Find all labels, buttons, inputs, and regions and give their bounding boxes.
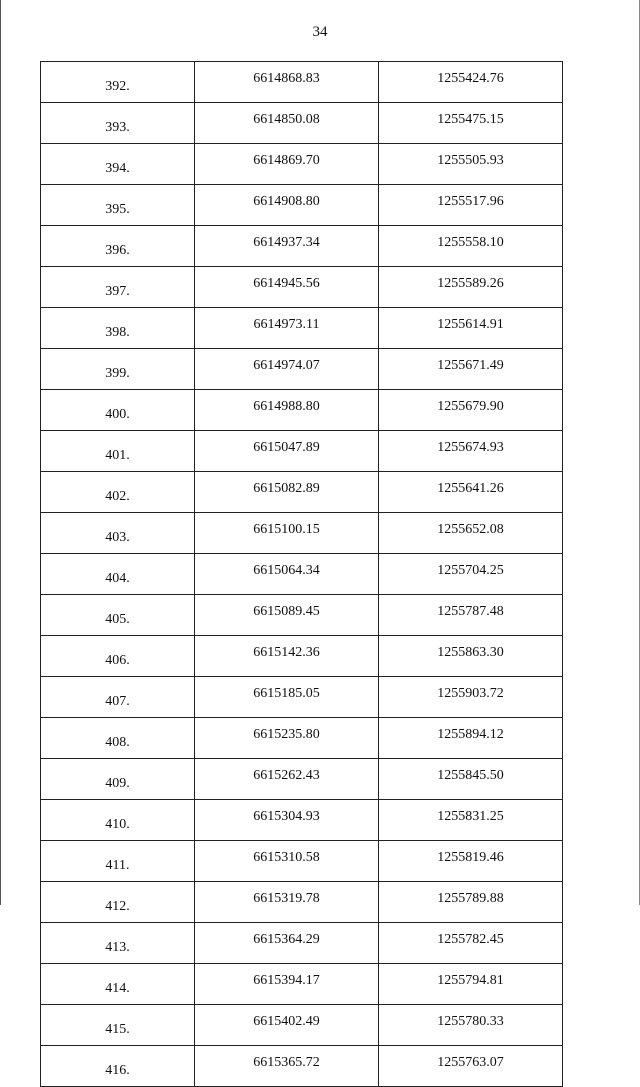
x-coordinate-cell: 6614868.83 (195, 62, 379, 103)
y-coordinate-cell: 1255475.15 (379, 103, 563, 144)
x-coordinate-cell: 6614973.11 (195, 308, 379, 349)
table-row (41, 636, 563, 677)
y-coordinate-cell: 1255558.10 (379, 226, 563, 267)
x-coordinate-cell: 6615089.45 (195, 595, 379, 636)
table-row (41, 185, 563, 226)
y-coordinate-cell: 1255517.96 (379, 185, 563, 226)
y-coordinate-cell: 1255589.26 (379, 267, 563, 308)
y-coordinate-cell: 1255704.25 (379, 554, 563, 595)
point-number-cell: 396. (41, 226, 195, 267)
table-row (41, 226, 563, 267)
point-number-cell: 408. (41, 718, 195, 759)
table-row (41, 513, 563, 554)
y-coordinate-cell: 1255845.50 (379, 759, 563, 800)
x-coordinate-cell: 6615100.15 (195, 513, 379, 554)
point-number-cell: 406. (41, 636, 195, 677)
x-coordinate-cell: 6615304.93 (195, 800, 379, 841)
table-row (41, 882, 563, 923)
y-coordinate-cell: 1255679.90 (379, 390, 563, 431)
table-row (41, 472, 563, 513)
x-coordinate-cell: 6614937.34 (195, 226, 379, 267)
x-coordinate-cell: 6614988.80 (195, 390, 379, 431)
point-number-cell: 413. (41, 923, 195, 964)
point-number-cell: 410. (41, 800, 195, 841)
x-coordinate-cell: 6615364.29 (195, 923, 379, 964)
y-coordinate-cell: 1255863.30 (379, 636, 563, 677)
table-row (41, 554, 563, 595)
point-number-cell: 416. (41, 1046, 195, 1087)
table-row (41, 1046, 563, 1087)
table-row (41, 759, 563, 800)
y-coordinate-cell: 1255819.46 (379, 841, 563, 882)
y-coordinate-cell: 1255789.88 (379, 882, 563, 923)
y-coordinate-cell: 1255671.49 (379, 349, 563, 390)
table-row (41, 800, 563, 841)
y-coordinate-cell: 1255894.12 (379, 718, 563, 759)
table-row (41, 841, 563, 882)
point-number-cell: 405. (41, 595, 195, 636)
point-number-cell: 407. (41, 677, 195, 718)
point-number-cell: 412. (41, 882, 195, 923)
point-number-cell: 411. (41, 841, 195, 882)
y-coordinate-cell: 1255782.45 (379, 923, 563, 964)
point-number-cell: 400. (41, 390, 195, 431)
point-number-cell: 401. (41, 431, 195, 472)
x-coordinate-cell: 6615047.89 (195, 431, 379, 472)
y-coordinate-cell: 1255424.76 (379, 62, 563, 103)
table-row (41, 144, 563, 185)
point-number-cell: 392. (41, 62, 195, 103)
table-row (41, 923, 563, 964)
x-coordinate-cell: 6615319.78 (195, 882, 379, 923)
x-coordinate-cell: 6615064.34 (195, 554, 379, 595)
x-coordinate-cell: 6615262.43 (195, 759, 379, 800)
x-coordinate-cell: 6614974.07 (195, 349, 379, 390)
table-row (41, 964, 563, 1005)
table-row (41, 431, 563, 472)
y-coordinate-cell: 1255780.33 (379, 1005, 563, 1046)
table-row (41, 267, 563, 308)
table-row (41, 349, 563, 390)
page-number: 34 (312, 24, 328, 40)
x-coordinate-cell: 6614945.56 (195, 267, 379, 308)
x-coordinate-cell: 6615185.05 (195, 677, 379, 718)
point-number-cell: 399. (41, 349, 195, 390)
y-coordinate-cell: 1255641.26 (379, 472, 563, 513)
point-number-cell: 398. (41, 308, 195, 349)
point-number-cell: 414. (41, 964, 195, 1005)
point-number-cell: 395. (41, 185, 195, 226)
point-number-cell: 394. (41, 144, 195, 185)
x-coordinate-cell: 6615365.72 (195, 1046, 379, 1087)
x-coordinate-cell: 6615310.58 (195, 841, 379, 882)
y-coordinate-cell: 1255763.07 (379, 1046, 563, 1087)
point-number-cell: 415. (41, 1005, 195, 1046)
x-coordinate-cell: 6615235.80 (195, 718, 379, 759)
y-coordinate-cell: 1255831.25 (379, 800, 563, 841)
point-number-cell: 402. (41, 472, 195, 513)
point-number-cell: 404. (41, 554, 195, 595)
x-coordinate-cell: 6614908.80 (195, 185, 379, 226)
y-coordinate-cell: 1255505.93 (379, 144, 563, 185)
x-coordinate-cell: 6615082.89 (195, 472, 379, 513)
point-number-cell: 409. (41, 759, 195, 800)
table-row (41, 1005, 563, 1046)
y-coordinate-cell: 1255674.93 (379, 431, 563, 472)
y-coordinate-cell: 1255794.81 (379, 964, 563, 1005)
x-coordinate-cell: 6614850.08 (195, 103, 379, 144)
y-coordinate-cell: 1255614.91 (379, 308, 563, 349)
table-row (41, 103, 563, 144)
table-row (41, 677, 563, 718)
x-coordinate-cell: 6615142.36 (195, 636, 379, 677)
x-coordinate-cell: 6614869.70 (195, 144, 379, 185)
table-row (41, 718, 563, 759)
coordinates-table (40, 61, 563, 1087)
table-row (41, 595, 563, 636)
point-number-cell: 403. (41, 513, 195, 554)
table-row (41, 62, 563, 103)
y-coordinate-cell: 1255652.08 (379, 513, 563, 554)
y-coordinate-cell: 1255787.48 (379, 595, 563, 636)
point-number-cell: 397. (41, 267, 195, 308)
x-coordinate-cell: 6615402.49 (195, 1005, 379, 1046)
coordinates-table-body (41, 62, 563, 1087)
table-row (41, 308, 563, 349)
point-number-cell: 393. (41, 103, 195, 144)
y-coordinate-cell: 1255903.72 (379, 677, 563, 718)
table-row (41, 390, 563, 431)
x-coordinate-cell: 6615394.17 (195, 964, 379, 1005)
page-edge-left (0, 0, 1, 905)
